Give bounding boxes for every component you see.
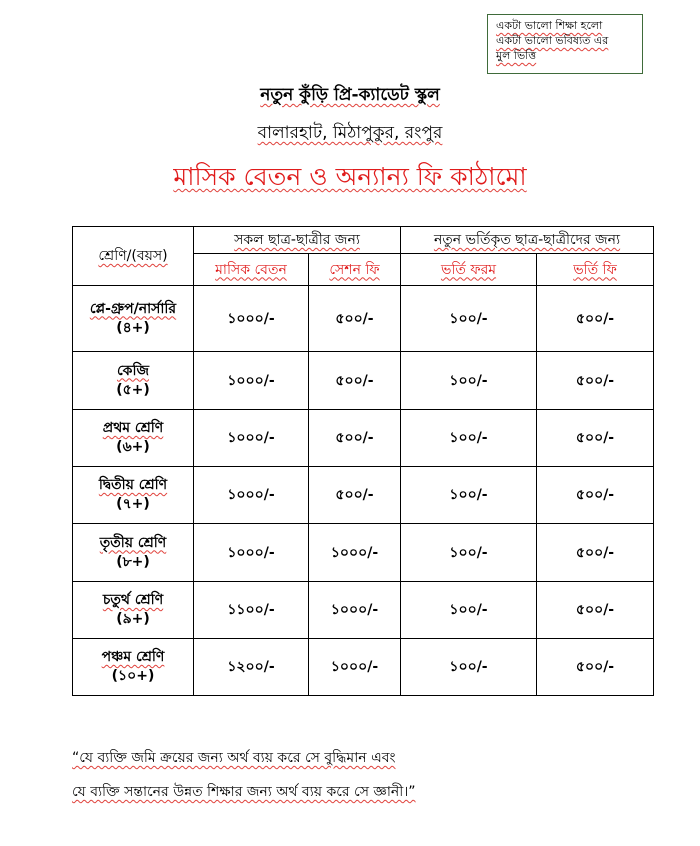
session-fee-cell: ১০০০/-: [309, 524, 401, 582]
motto-line-1: একটা ভালো শিক্ষা হলো: [496, 19, 603, 32]
class-age-header: [73, 227, 194, 286]
quote-line-1: “যে ব্যক্তি জমি ক্রয়ের জন্য অর্থ ব্যয় করে সে বুদ্ধিমান এবং: [72, 750, 396, 766]
admission-fee-header: [537, 254, 654, 286]
admission-form-cell: ১০০/-: [401, 352, 537, 410]
monthly-fee-cell: ১০০০/-: [194, 410, 309, 467]
class-name: দ্বিতীয় শ্রেণি: [98, 477, 168, 493]
class-cell: [73, 467, 194, 524]
quote-block: [72, 741, 416, 809]
table-row: [73, 410, 654, 467]
monthly-fee-cell: ১০০০/-: [194, 352, 309, 410]
table-row: [73, 467, 654, 524]
school-address: বালারহাট, মিঠাপুকুর, রংপুর: [257, 123, 443, 143]
class-age: (৫+): [116, 381, 150, 398]
monthly-fee-cell: ১০০০/-: [194, 467, 309, 524]
class-name: চতুর্থ শ্রেণি: [102, 592, 164, 608]
admission-form-cell: ১০০/-: [401, 524, 537, 582]
admission-fee-cell: ৫০০/-: [537, 352, 654, 410]
session-fee-header: [309, 254, 401, 286]
class-name: তৃতীয় শ্রেণি: [99, 534, 167, 551]
admission-form-cell: ১০০/-: [401, 582, 537, 639]
motto-line-3: মুল ভিত্তি: [496, 49, 537, 62]
table-header-row-groups: [73, 227, 654, 254]
session-fee-cell: ৫০০/-: [309, 467, 401, 524]
page-title-heading: [0, 157, 700, 200]
session-fee-header-text: সেশন ফি: [329, 261, 380, 278]
class-cell: [73, 524, 194, 582]
class-cell: [73, 582, 194, 639]
class-age: (৬+): [116, 439, 150, 455]
table-row: [73, 524, 654, 582]
school-name: নতুন কুঁড়ি প্রি-ক্যাডেট স্কুল: [260, 85, 440, 105]
class-name: প্লে-গ্রুপ/নার্সারি: [89, 300, 177, 317]
admission-form-cell: ১০০/-: [401, 467, 537, 524]
class-age: (১০+): [111, 668, 155, 684]
group-all-text: সকল ছাত্র-ছাত্রীর জন্য: [234, 232, 360, 248]
admission-form-header: [401, 254, 537, 286]
admission-form-cell: ১০০/-: [401, 639, 537, 696]
class-cell: [73, 639, 194, 696]
class-age: (৭+): [116, 496, 150, 512]
group-new-students-header: [401, 227, 654, 254]
motto-box: [487, 14, 643, 74]
admission-fee-cell: ৫০০/-: [537, 582, 654, 639]
class-cell: [73, 410, 194, 467]
monthly-fee-header-text: মাসিক বেতন: [215, 261, 287, 278]
table-row: [73, 582, 654, 639]
table-row: [73, 639, 654, 696]
monthly-fee-cell: ১০০০/-: [194, 524, 309, 582]
session-fee-cell: ৫০০/-: [309, 410, 401, 467]
session-fee-cell: ৫০০/-: [309, 352, 401, 410]
class-age-header-text: শ্রেণি/(বয়স): [98, 248, 168, 264]
admission-form-header-text: ভর্তি ফরম: [440, 261, 497, 278]
class-age: (৪+): [116, 319, 150, 336]
admission-form-cell: ১০০/-: [401, 286, 537, 352]
monthly-fee-cell: ১০০০/-: [194, 286, 309, 352]
class-age: (৮+): [116, 553, 150, 570]
session-fee-cell: ১০০০/-: [309, 582, 401, 639]
motto-line-2: একটা ভালো ভবিষ্যত এর: [496, 34, 609, 47]
admission-fee-cell: ৫০০/-: [537, 286, 654, 352]
monthly-fee-cell: ১১০০/-: [194, 582, 309, 639]
group-new-text: নতুন ভর্তিকৃত ছাত্র-ছাত্রীদের জন্য: [433, 232, 621, 248]
admission-fee-cell: ৫০০/-: [537, 524, 654, 582]
session-fee-cell: ১০০০/-: [309, 639, 401, 696]
group-all-students-header: [194, 227, 401, 254]
table-row: [73, 286, 654, 352]
monthly-fee-cell: ১২০০/-: [194, 639, 309, 696]
class-name: পঞ্চম শ্রেণি: [101, 649, 165, 665]
page-title: মাসিক বেতন ও অন্যান্য ফি কাঠামো: [173, 162, 527, 191]
class-name: কেজি: [116, 362, 149, 379]
admission-fee-header-text: ভর্তি ফি: [573, 261, 617, 278]
table-row: [73, 352, 654, 410]
school-name-heading: [0, 82, 700, 110]
admission-fee-cell: ৫০০/-: [537, 639, 654, 696]
quote-line-2: যে ব্যক্তি সন্তানের উন্নত শিক্ষার জন্য অর্থ ব্যয় করে সে জ্ঞানী।”: [72, 784, 416, 800]
admission-fee-cell: ৫০০/-: [537, 410, 654, 467]
admission-fee-cell: ৫০০/-: [537, 467, 654, 524]
admission-form-cell: ১০০/-: [401, 410, 537, 467]
fee-structure-table: [72, 226, 654, 696]
class-cell: [73, 352, 194, 410]
monthly-fee-header: [194, 254, 309, 286]
session-fee-cell: ৫০০/-: [309, 286, 401, 352]
class-cell: [73, 286, 194, 352]
address-heading: [0, 120, 700, 148]
class-age: (৯+): [116, 611, 150, 627]
class-name: প্রথম শ্রেণি: [102, 420, 164, 436]
